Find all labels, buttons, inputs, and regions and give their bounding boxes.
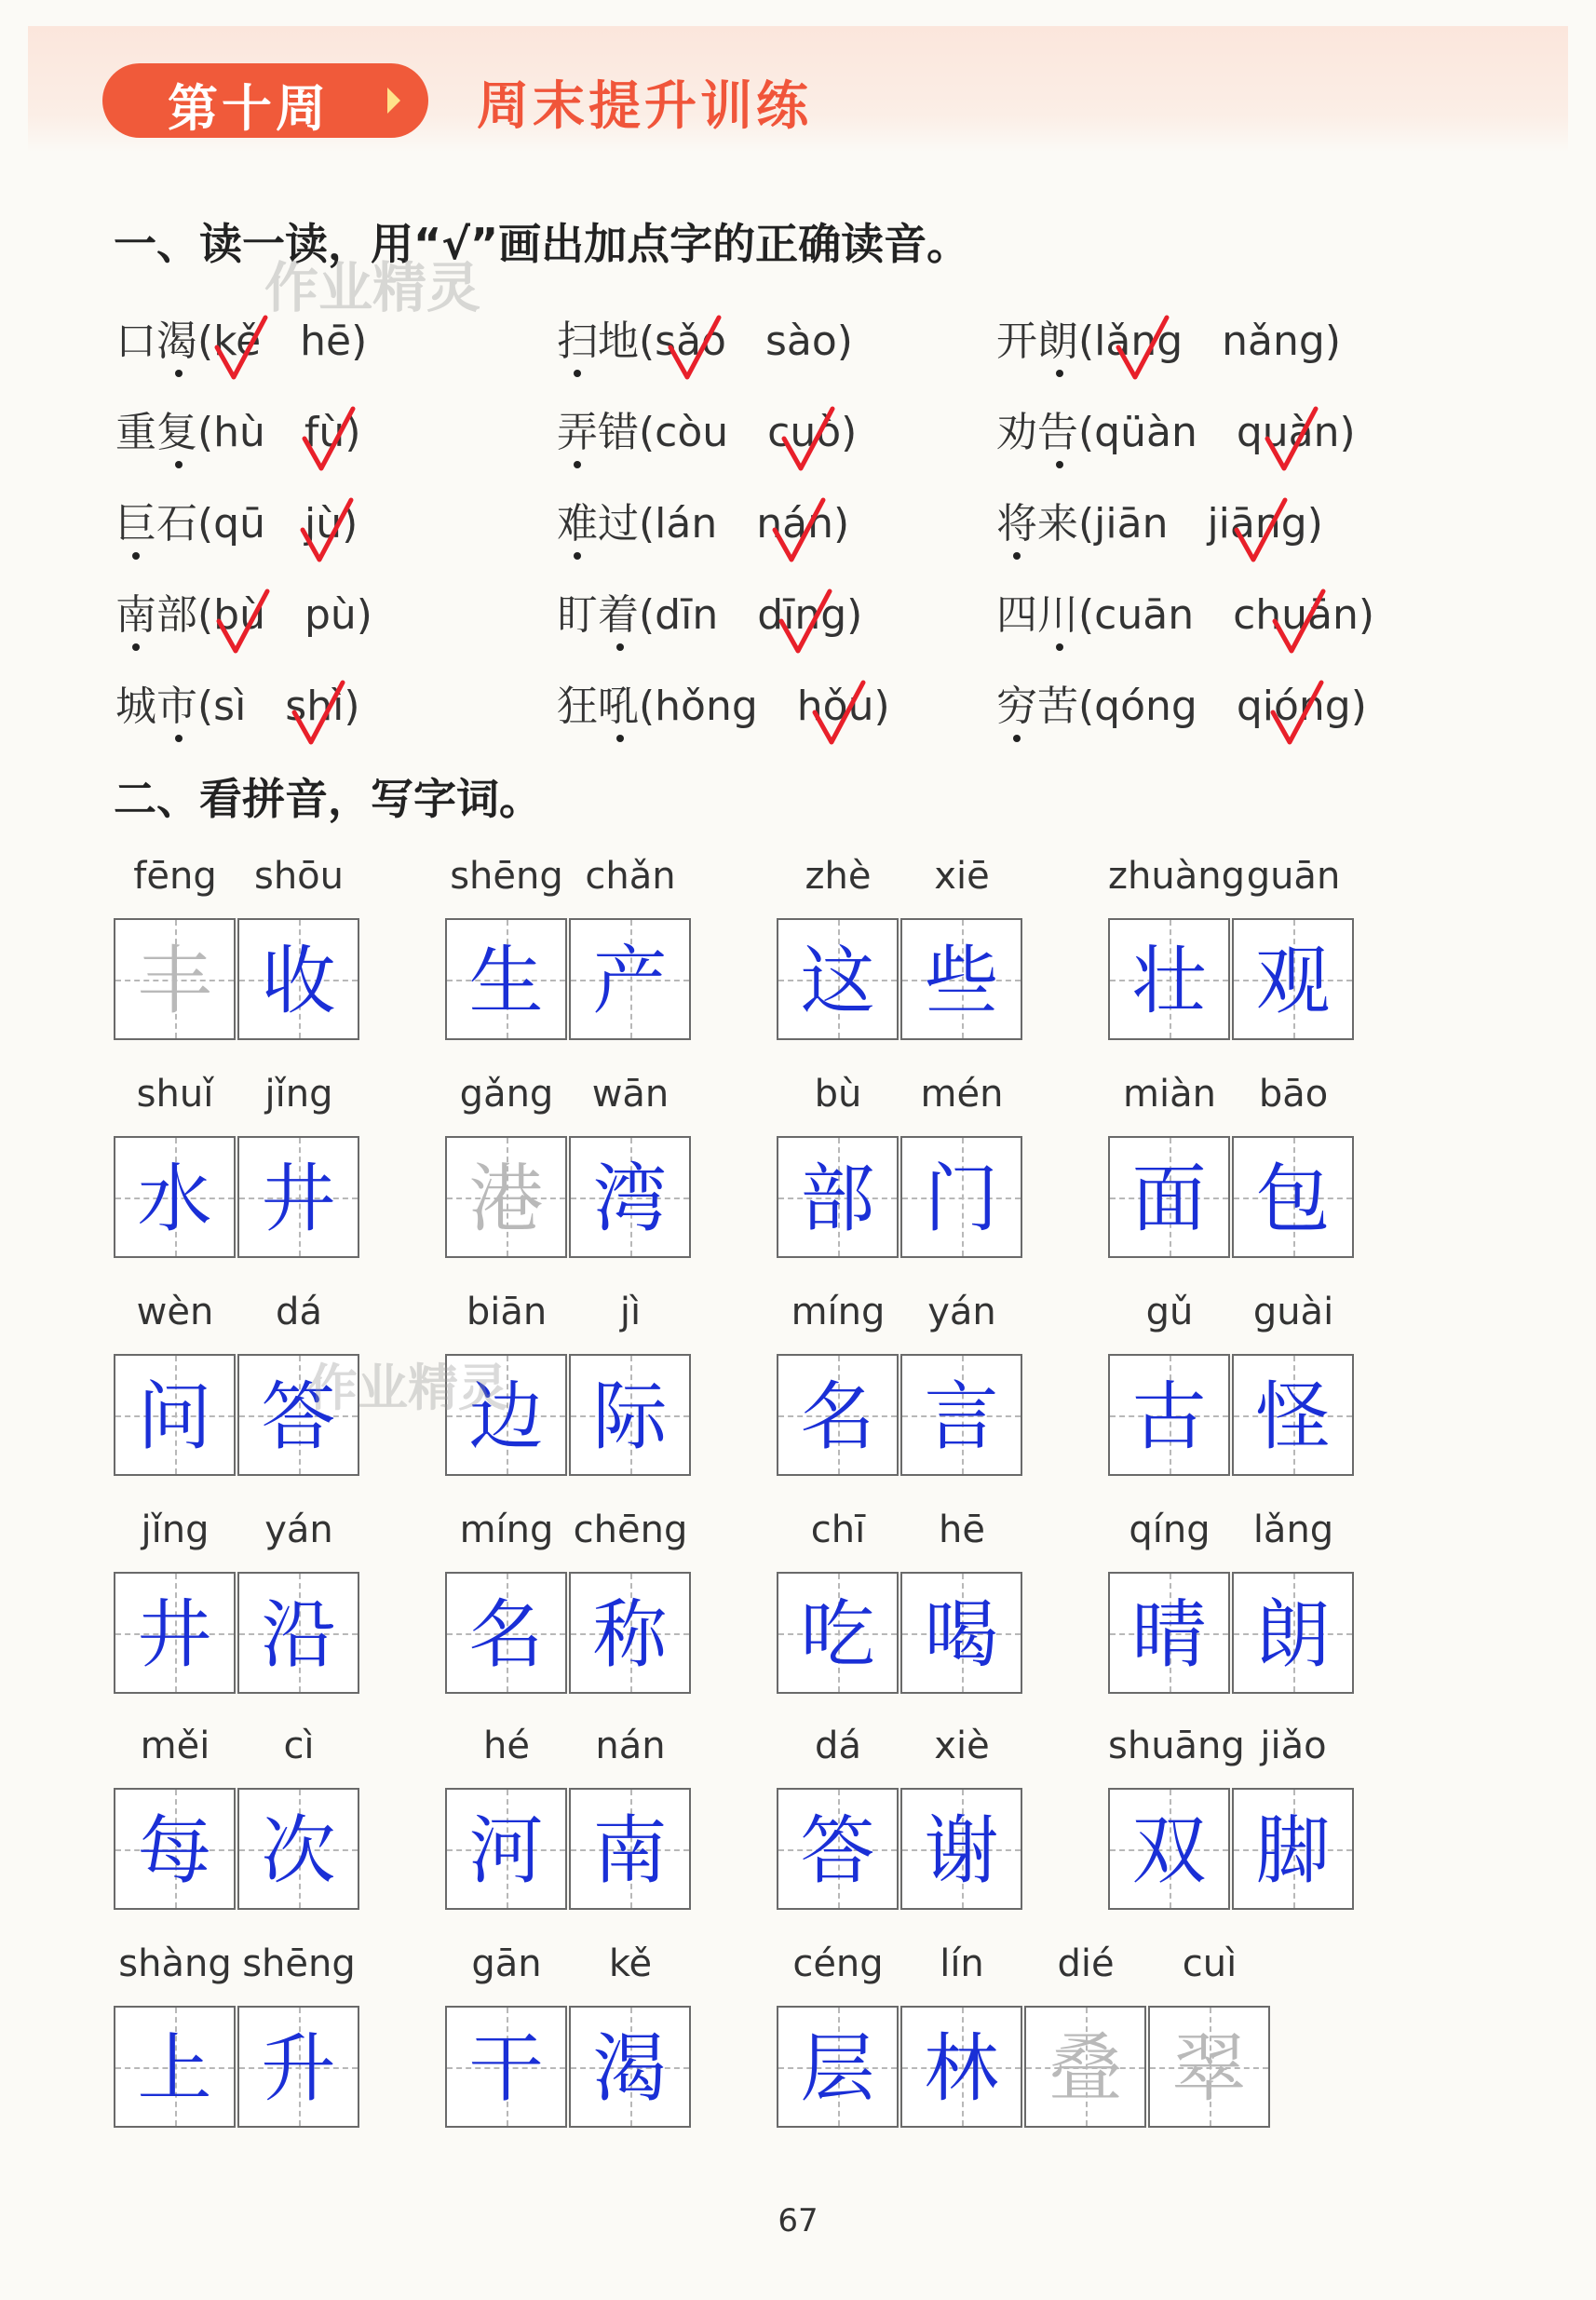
check-icon bbox=[665, 312, 724, 385]
reading-option-2[interactable]: fù bbox=[304, 409, 345, 456]
pinyin-label: bù bbox=[814, 1073, 862, 1116]
reading-word: 难过 bbox=[557, 500, 639, 548]
pinyin-label: dá bbox=[815, 1725, 861, 1767]
pinyin-label: lín bbox=[940, 1942, 984, 1985]
check-icon bbox=[1269, 586, 1329, 658]
emphasis-dot bbox=[1056, 643, 1063, 651]
writing-cell[interactable] bbox=[569, 2006, 691, 2128]
pinyin-label: gǎng bbox=[459, 1073, 554, 1116]
reading-option-1[interactable]: jiān bbox=[1094, 500, 1169, 548]
reading-option-1[interactable]: bù bbox=[213, 591, 265, 639]
writing-cell[interactable] bbox=[569, 1136, 691, 1258]
emphasis-dot bbox=[1013, 552, 1021, 560]
pinyin-label: guān bbox=[1246, 855, 1341, 898]
reading-option-1[interactable]: qóng bbox=[1094, 683, 1197, 730]
writing-cell[interactable] bbox=[900, 1354, 1022, 1476]
written-character: 喝 bbox=[924, 1591, 999, 1678]
pinyin-label: chī bbox=[810, 1509, 866, 1551]
emphasis-dot bbox=[574, 552, 581, 560]
writing-cell[interactable] bbox=[1232, 1788, 1354, 1910]
reading-option-1[interactable]: kě bbox=[213, 318, 262, 365]
watermark: 作业精灵 bbox=[264, 256, 481, 319]
pinyin-label: gǔ bbox=[1145, 1291, 1194, 1333]
reading-word: 南部 bbox=[115, 591, 197, 639]
written-character: 次 bbox=[261, 1807, 336, 1894]
reading-word: 扫地 bbox=[557, 318, 639, 365]
pinyin-label: jì bbox=[619, 1291, 642, 1333]
writing-cell[interactable] bbox=[1148, 2006, 1270, 2128]
reading-option-2[interactable]: jiāng bbox=[1207, 500, 1307, 548]
writing-cell[interactable] bbox=[777, 2006, 899, 2128]
pinyin-label: zhuàng bbox=[1108, 855, 1245, 898]
pinyin-label: céng bbox=[792, 1942, 884, 1985]
reading-item: 扫地 (sǎo sào) bbox=[557, 307, 853, 367]
written-character: 答 bbox=[261, 1373, 336, 1460]
written-character: 言 bbox=[924, 1373, 999, 1460]
written-character: 谢 bbox=[924, 1807, 999, 1894]
emphasis-dot bbox=[1056, 370, 1063, 377]
writing-cell[interactable] bbox=[114, 1572, 236, 1694]
writing-cell[interactable] bbox=[569, 918, 691, 1040]
reading-item: 将来 (jiān jiāng) bbox=[996, 490, 1323, 549]
emphasis-dot bbox=[616, 643, 624, 651]
pinyin-label: jiǎo bbox=[1260, 1725, 1327, 1767]
reading-option-1[interactable]: cuān bbox=[1094, 591, 1195, 639]
emphasis-dot bbox=[574, 370, 581, 377]
reading-item: 狂吼 (hǒng hǒu) bbox=[557, 672, 890, 732]
writing-cell[interactable] bbox=[445, 1136, 567, 1258]
check-icon bbox=[297, 494, 357, 567]
written-character: 部 bbox=[800, 1156, 875, 1242]
written-character: 干 bbox=[468, 2025, 544, 2112]
written-character: 际 bbox=[592, 1373, 668, 1460]
emphasis-dot bbox=[574, 461, 581, 468]
writing-cell[interactable] bbox=[1232, 1572, 1354, 1694]
reading-option-2[interactable]: hǒu bbox=[796, 683, 874, 730]
written-character: 这 bbox=[800, 938, 875, 1024]
written-character: 产 bbox=[592, 938, 668, 1024]
reading-item: 城市 (sì shì) bbox=[115, 672, 360, 732]
writing-cell[interactable] bbox=[900, 918, 1022, 1040]
week-label: 第十周 bbox=[168, 79, 330, 138]
writing-cell[interactable] bbox=[777, 1354, 899, 1476]
reading-word: 狂吼 bbox=[557, 683, 639, 730]
reading-word: 盯着 bbox=[557, 591, 639, 639]
writing-cell[interactable] bbox=[114, 1788, 236, 1910]
pinyin-label: lǎng bbox=[1252, 1509, 1334, 1551]
reading-option-2[interactable]: chuān bbox=[1233, 591, 1359, 639]
writing-cell[interactable] bbox=[900, 2006, 1022, 2128]
written-character: 湾 bbox=[592, 1156, 668, 1242]
pinyin-label: jǐng bbox=[141, 1509, 210, 1551]
check-icon bbox=[809, 677, 869, 750]
check-icon bbox=[778, 403, 838, 476]
written-character: 名 bbox=[468, 1591, 544, 1678]
written-character: 林 bbox=[924, 2025, 999, 2112]
writing-cell[interactable] bbox=[237, 1788, 359, 1910]
written-character: 南 bbox=[592, 1807, 668, 1894]
printed-character: 丰 bbox=[137, 938, 212, 1024]
pinyin-label: míng bbox=[791, 1291, 886, 1333]
pinyin-label: miàn bbox=[1123, 1073, 1216, 1116]
pinyin-label: shēng bbox=[450, 855, 563, 898]
written-character: 水 bbox=[137, 1156, 212, 1242]
writing-cell[interactable] bbox=[777, 1788, 899, 1910]
pinyin-label: shēng bbox=[242, 1942, 356, 1985]
reading-word: 重复 bbox=[115, 409, 197, 456]
writing-cell[interactable] bbox=[114, 2006, 236, 2128]
writing-cell[interactable] bbox=[1108, 918, 1230, 1040]
written-character: 井 bbox=[261, 1156, 336, 1242]
reading-item: 南部 (bù pù) bbox=[115, 581, 372, 641]
written-character: 晴 bbox=[1131, 1591, 1207, 1678]
pinyin-label: wān bbox=[591, 1073, 670, 1116]
pinyin-label: wèn bbox=[136, 1291, 214, 1333]
writing-cell[interactable] bbox=[445, 918, 567, 1040]
pinyin-label: guài bbox=[1252, 1291, 1334, 1333]
writing-cell[interactable] bbox=[445, 1788, 567, 1910]
reading-item: 口渴 (kě hē) bbox=[115, 307, 367, 367]
written-character: 脚 bbox=[1255, 1807, 1331, 1894]
reading-option-1[interactable]: qüàn bbox=[1094, 409, 1197, 456]
arrow-right-icon bbox=[387, 88, 400, 114]
emphasis-dot bbox=[1013, 735, 1021, 742]
pinyin-label: xiē bbox=[934, 855, 990, 898]
reading-option-2[interactable]: sào bbox=[764, 318, 837, 365]
pinyin-label: chēng bbox=[573, 1509, 688, 1551]
reading-word: 开朗 bbox=[996, 318, 1078, 365]
written-character: 吃 bbox=[800, 1591, 875, 1678]
written-character: 沿 bbox=[261, 1591, 336, 1678]
writing-cell[interactable] bbox=[114, 918, 236, 1040]
check-icon bbox=[213, 586, 273, 658]
reading-option-2[interactable]: nán bbox=[756, 500, 833, 548]
writing-cell[interactable] bbox=[1232, 1136, 1354, 1258]
check-icon bbox=[1267, 677, 1327, 750]
writing-cell[interactable] bbox=[237, 2006, 359, 2128]
reading-word: 将来 bbox=[996, 500, 1078, 548]
pinyin-label: mén bbox=[920, 1073, 1004, 1116]
pinyin-label: shàng bbox=[118, 1942, 232, 1985]
written-character: 些 bbox=[924, 938, 999, 1024]
pinyin-label: dié bbox=[1057, 1942, 1115, 1985]
writing-cell[interactable] bbox=[445, 1572, 567, 1694]
printed-character: 港 bbox=[468, 1156, 544, 1242]
reading-option-1[interactable]: hǒng bbox=[655, 683, 758, 730]
reading-item: 弄错 (còu cuò) bbox=[557, 399, 857, 458]
check-icon bbox=[776, 586, 835, 658]
reading-option-1[interactable]: sǎo bbox=[655, 318, 726, 365]
writing-cell[interactable] bbox=[114, 1354, 236, 1476]
reading-option-1[interactable]: dīn bbox=[655, 591, 719, 639]
emphasis-dot bbox=[132, 552, 140, 560]
check-icon bbox=[1231, 494, 1291, 567]
written-character: 古 bbox=[1131, 1373, 1207, 1460]
written-character: 双 bbox=[1131, 1807, 1207, 1894]
reading-option-1[interactable]: lǎng bbox=[1094, 318, 1183, 365]
written-character: 称 bbox=[592, 1591, 668, 1678]
writing-cell[interactable] bbox=[569, 1354, 691, 1476]
pinyin-label: shōu bbox=[253, 855, 344, 898]
writing-cell[interactable] bbox=[237, 1572, 359, 1694]
written-character: 问 bbox=[137, 1373, 212, 1460]
pinyin-label: hē bbox=[939, 1509, 985, 1551]
written-character: 每 bbox=[137, 1807, 212, 1894]
writing-cell[interactable] bbox=[1108, 1572, 1230, 1694]
pinyin-label: dá bbox=[276, 1291, 322, 1333]
check-icon bbox=[289, 677, 348, 750]
check-icon bbox=[299, 403, 358, 476]
section2-heading: 二、看拼音，写字词。 bbox=[114, 774, 542, 824]
reading-word: 劝告 bbox=[996, 409, 1078, 456]
written-character: 渴 bbox=[592, 2025, 668, 2112]
writing-cell[interactable] bbox=[1108, 1354, 1230, 1476]
reading-option-1[interactable]: sì bbox=[213, 683, 247, 730]
written-character: 面 bbox=[1131, 1156, 1207, 1242]
reading-word: 口渴 bbox=[115, 318, 197, 365]
reading-word: 弄错 bbox=[557, 409, 639, 456]
writing-cell[interactable] bbox=[1108, 1788, 1230, 1910]
written-character: 包 bbox=[1255, 1156, 1331, 1242]
written-character: 生 bbox=[468, 938, 544, 1024]
reading-item: 难过 (lán nán) bbox=[557, 490, 849, 549]
written-character: 收 bbox=[261, 938, 336, 1024]
writing-cell[interactable] bbox=[777, 918, 899, 1040]
writing-cell[interactable] bbox=[777, 1136, 899, 1258]
emphasis-dot bbox=[132, 643, 140, 651]
written-character: 井 bbox=[137, 1591, 212, 1678]
reading-word: 巨石 bbox=[115, 500, 197, 548]
writing-cell[interactable] bbox=[237, 1136, 359, 1258]
check-icon bbox=[1113, 312, 1172, 385]
pinyin-label: cuì bbox=[1182, 1942, 1238, 1985]
emphasis-dot bbox=[175, 461, 183, 468]
written-character: 观 bbox=[1255, 938, 1331, 1024]
reading-option-2[interactable]: dīng bbox=[757, 591, 847, 639]
pinyin-label: jǐng bbox=[264, 1073, 333, 1116]
reading-item: 四川 (cuān chuān) bbox=[996, 581, 1374, 641]
pinyin-label: xiè bbox=[934, 1725, 990, 1767]
reading-option-2[interactable]: cuò bbox=[767, 409, 842, 456]
writing-cell[interactable] bbox=[900, 1136, 1022, 1258]
written-character: 河 bbox=[468, 1807, 544, 1894]
emphasis-dot bbox=[616, 735, 624, 742]
written-character: 名 bbox=[800, 1373, 875, 1460]
pinyin-label: chǎn bbox=[585, 855, 676, 898]
reading-option-2[interactable]: shì bbox=[285, 683, 345, 730]
reading-item: 巨石 (qū jù) bbox=[115, 490, 358, 549]
pinyin-label: gān bbox=[471, 1942, 542, 1985]
written-character: 边 bbox=[468, 1373, 544, 1460]
page-number: 67 bbox=[778, 2202, 818, 2239]
writing-cell[interactable] bbox=[1024, 2006, 1146, 2128]
reading-word: 穷苦 bbox=[996, 683, 1078, 730]
written-character: 怪 bbox=[1255, 1373, 1331, 1460]
check-icon bbox=[211, 312, 271, 385]
pinyin-label: kě bbox=[608, 1942, 653, 1985]
reading-item: 劝告 (qüàn quàn) bbox=[996, 399, 1356, 458]
reading-item: 盯着 (dīn dīng) bbox=[557, 581, 862, 641]
written-character: 门 bbox=[924, 1156, 999, 1242]
writing-cell[interactable] bbox=[114, 1136, 236, 1258]
pinyin-label: cì bbox=[283, 1725, 315, 1767]
writing-cell[interactable] bbox=[237, 918, 359, 1040]
reading-option-2[interactable]: nǎng bbox=[1222, 318, 1325, 365]
watermark: 作业精灵 bbox=[307, 1359, 508, 1417]
reading-option-1[interactable]: qū bbox=[213, 500, 265, 548]
pinyin-label: biān bbox=[466, 1291, 548, 1333]
pinyin-label: shuāng bbox=[1108, 1725, 1245, 1767]
written-character: 壮 bbox=[1131, 938, 1207, 1024]
printed-character: 叠 bbox=[1048, 2025, 1123, 2112]
writing-cell[interactable] bbox=[900, 1788, 1022, 1910]
written-character: 朗 bbox=[1255, 1591, 1331, 1678]
pinyin-label: shuǐ bbox=[136, 1073, 214, 1116]
emphasis-dot bbox=[1056, 461, 1063, 468]
reading-option-1[interactable]: hù bbox=[213, 409, 265, 456]
page-title: 周末提升训练 bbox=[477, 76, 812, 137]
emphasis-dot bbox=[175, 735, 183, 742]
pinyin-label: qíng bbox=[1129, 1509, 1211, 1551]
writing-cell[interactable] bbox=[1108, 1136, 1230, 1258]
writing-cell[interactable] bbox=[900, 1572, 1022, 1694]
reading-option-2[interactable]: jù bbox=[304, 500, 343, 548]
pinyin-label: bāo bbox=[1258, 1073, 1329, 1116]
reading-option-2[interactable]: qióng bbox=[1236, 683, 1351, 730]
reading-option-2[interactable]: quàn bbox=[1236, 409, 1340, 456]
pinyin-label: hé bbox=[483, 1725, 530, 1767]
writing-cell[interactable] bbox=[569, 1788, 691, 1910]
week-badge bbox=[102, 63, 428, 138]
writing-cell[interactable] bbox=[569, 1572, 691, 1694]
pinyin-label: měi bbox=[140, 1725, 210, 1767]
writing-cell[interactable] bbox=[445, 2006, 567, 2128]
check-icon bbox=[1262, 403, 1321, 476]
writing-cell[interactable] bbox=[777, 1572, 899, 1694]
section1-heading: 一、读一读，用“√”画出加点字的正确读音。 bbox=[114, 219, 970, 269]
printed-character: 翠 bbox=[1171, 2025, 1247, 2112]
reading-option-1[interactable]: còu bbox=[655, 409, 729, 456]
reading-word: 城市 bbox=[115, 683, 197, 730]
reading-item: 重复 (hù fù) bbox=[115, 399, 360, 458]
check-icon bbox=[769, 494, 829, 567]
written-character: 上 bbox=[137, 2025, 212, 2112]
reading-option-2[interactable]: hē bbox=[300, 318, 352, 365]
reading-word: 四川 bbox=[996, 591, 1078, 639]
pinyin-label: fēng bbox=[133, 855, 217, 898]
reading-option-1[interactable]: lán bbox=[655, 500, 718, 548]
pinyin-label: nán bbox=[595, 1725, 666, 1767]
writing-cell[interactable] bbox=[1232, 918, 1354, 1040]
pinyin-label: míng bbox=[459, 1509, 554, 1551]
emphasis-dot bbox=[175, 370, 183, 377]
writing-cell[interactable] bbox=[1232, 1354, 1354, 1476]
written-character: 答 bbox=[800, 1807, 875, 1894]
pinyin-label: zhè bbox=[805, 855, 872, 898]
written-character: 层 bbox=[800, 2025, 875, 2112]
written-character: 升 bbox=[261, 2025, 336, 2112]
reading-option-2[interactable]: pù bbox=[304, 591, 357, 639]
reading-item: 开朗 (lǎng nǎng) bbox=[996, 307, 1341, 367]
reading-item: 穷苦 (qóng qióng) bbox=[996, 672, 1367, 732]
pinyin-label: yán bbox=[264, 1509, 333, 1551]
pinyin-label: yán bbox=[927, 1291, 996, 1333]
